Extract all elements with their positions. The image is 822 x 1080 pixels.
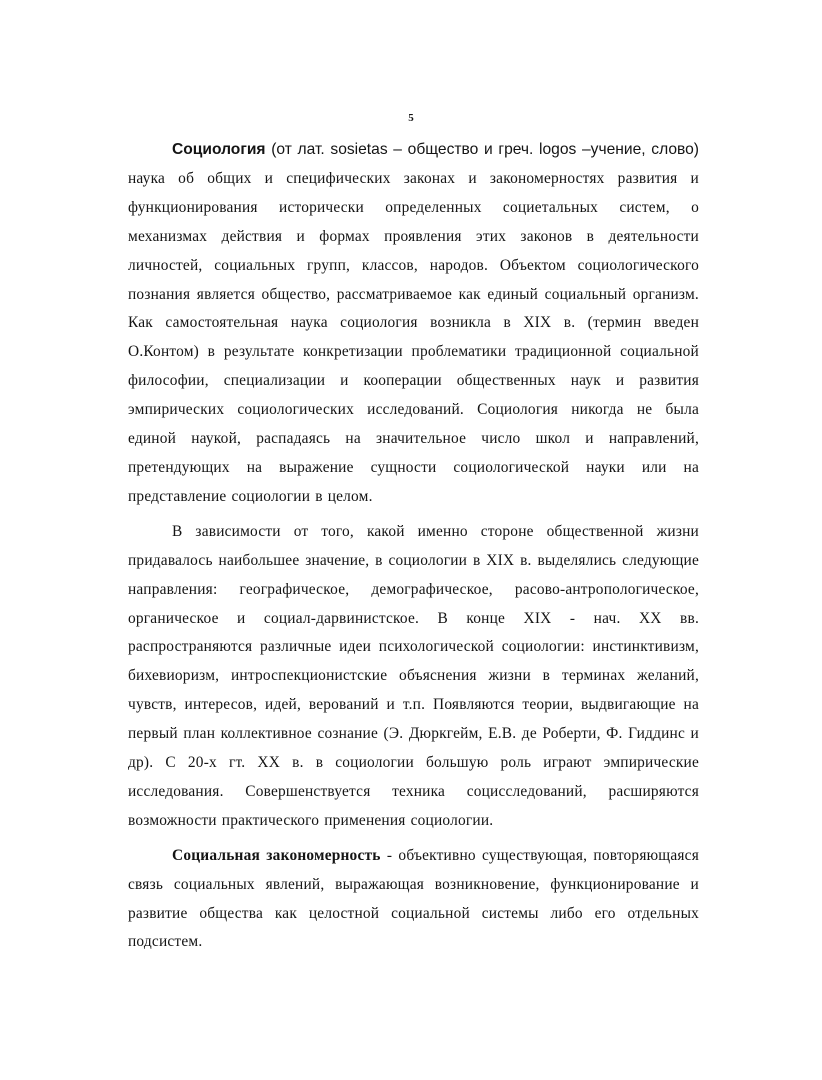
page-number: 5 — [408, 112, 414, 124]
definition-body: наука об общих и специфических законах и закономерностях развития и функционирования исторически определенных социетальных систем, о механизмах действия и формах проявления этих законов в деятельности личностей, социальных групп, классов, народов. Объектом социологического познания является общество, рассматриваемое как единый социальный организм. Как самостоятельная наука социология возникла в XIX в. (термин введен О.Контом) в результате конкретизации проблематики традиционной социальной философии, специализации и кооперации общественных наук и развития эмпирических социологических исследований. Социология никогда не была единой наукой, распадаясь на значительное число школ и направлений, претендующих на выражение сущности социологической науки или на представление социологии в целом. — [128, 169, 699, 505]
paragraph-sociology-history: В зависимости от того, какой именно стороне общественной жизни придавалось наибольшее значение, в социологии в XIX в. выделялись следующие направления: географическое, демографическое, расово-антропологическое, органическое и социал-дарвинистское. В конце XIX - нач. XX вв. распространяются различные идеи психологической социологии: инстинктивизм, бихевиоризм, интроспекционистские объяснения жизни в терминах желаний, чувств, интересов, идей, верований и т.п. Появляются теории, выдвигающие на первый план коллективное сознание (Э. Дюркгейм, Е.В. де Роберти, Ф. Гиддинс и др). С 20-х гт. XX в. в социологии большую роль играют эмпирические исследования. Совершенствуется техника социсследований, расширяются возможности практического применения социологии. — [128, 522, 699, 829]
term-etymology: (от лат. sosietas – общество и греч. logos –учение, слово) — [265, 141, 699, 158]
social-law-body: - объективно существующая, повторяющаяся связь социальных явлений, выражающая возникновение, функционирование и развитие общества как целостной социальной системы либо его отдельных подсистем. — [128, 846, 699, 951]
definition-lead — [172, 141, 699, 158]
paragraph-social-law-definition — [128, 842, 699, 958]
paragraph-sociology-definition — [128, 136, 699, 512]
term-social-law: Социальная закономерность — [172, 846, 381, 864]
document-body — [128, 136, 699, 957]
term-sociology: Социология — [172, 141, 266, 158]
